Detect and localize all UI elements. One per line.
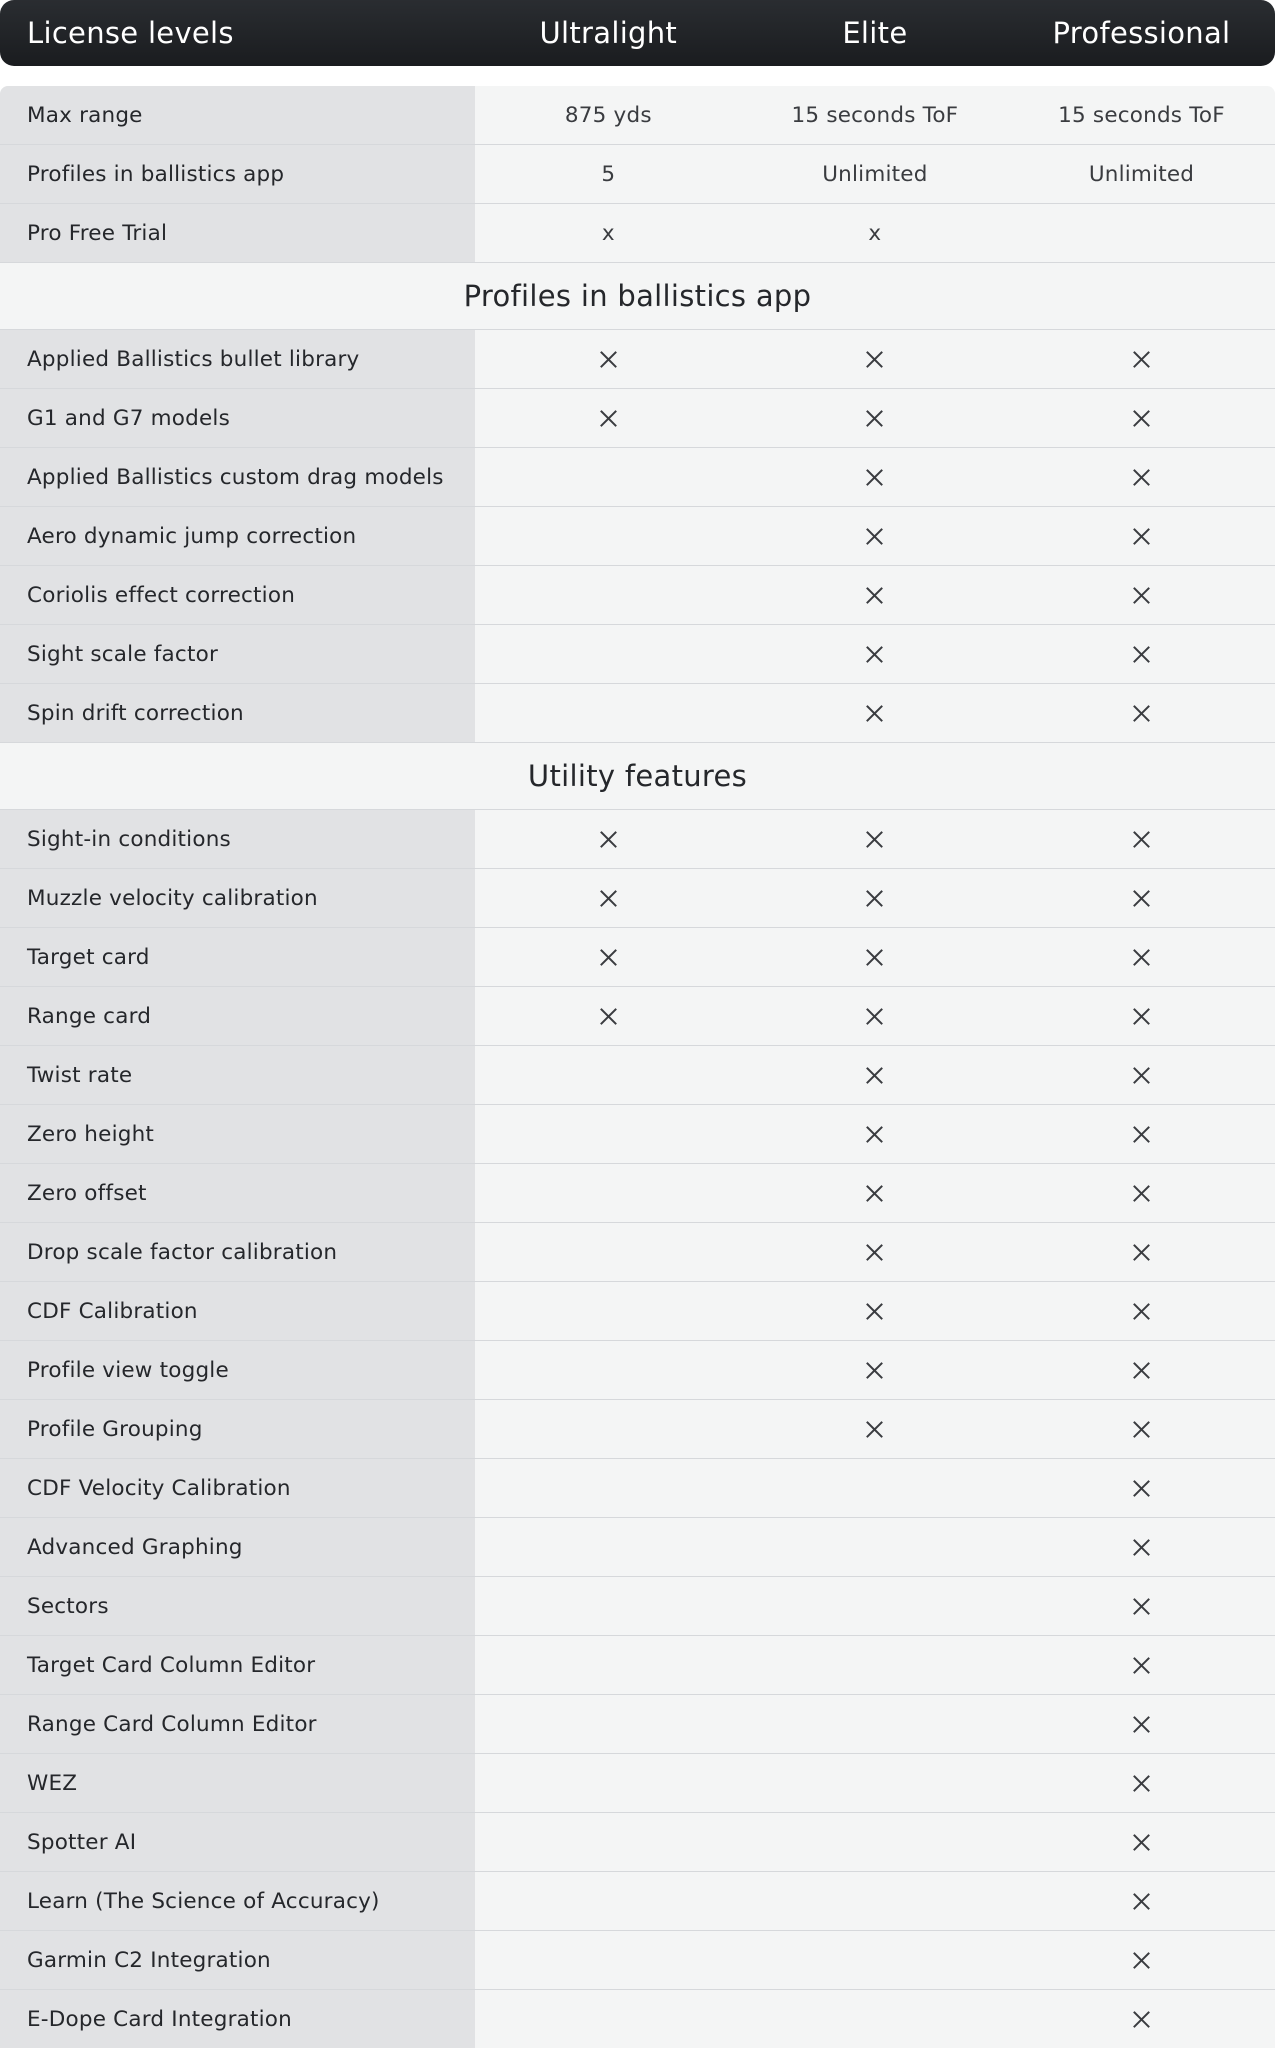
feature-label: Spotter AI (0, 1813, 475, 1871)
cell-professional (1008, 625, 1275, 683)
section-heading: Utility features (0, 743, 1275, 810)
table-row (0, 1400, 1275, 1459)
cell-professional (1008, 448, 1275, 506)
cell-ultralight (475, 1046, 742, 1104)
close-x-icon (1133, 1598, 1150, 1615)
cell-elite (742, 928, 1009, 986)
cell-elite (742, 810, 1009, 868)
close-x-icon (1133, 1657, 1150, 1674)
table-row (0, 869, 1275, 928)
feature-label: Range Card Column Editor (0, 1695, 475, 1753)
cell-elite (742, 1459, 1009, 1517)
close-x-icon (1133, 2011, 1150, 2028)
feature-label: Profile view toggle (0, 1341, 475, 1399)
close-x-icon (1133, 1539, 1150, 1556)
cell-elite (742, 1400, 1009, 1458)
table-row (0, 1813, 1275, 1872)
cell-ultralight: 875 yds (564, 102, 652, 128)
cell-professional (1008, 1518, 1275, 1576)
cell-ultralight (475, 1990, 742, 2048)
cell-professional (1008, 987, 1275, 1045)
feature-label: WEZ (0, 1754, 475, 1812)
cell-ultralight (475, 810, 742, 868)
close-x-icon (1133, 1952, 1150, 1969)
cell-elite (742, 1813, 1009, 1871)
table-row (0, 684, 1275, 743)
close-x-icon (600, 831, 617, 848)
close-x-icon (866, 1362, 883, 1379)
close-x-icon (1133, 469, 1150, 486)
cell-elite: 15 seconds ToF (791, 102, 959, 128)
cell-professional (1008, 810, 1275, 868)
cell-professional (1008, 389, 1275, 447)
cell-elite (742, 1636, 1009, 1694)
close-x-icon (1133, 705, 1150, 722)
cell-ultralight (475, 1754, 742, 1812)
close-x-icon (1133, 1775, 1150, 1792)
table-row (0, 1341, 1275, 1400)
table-row (0, 1105, 1275, 1164)
cell-ultralight (475, 1223, 742, 1281)
cell-ultralight (475, 625, 742, 683)
feature-label: CDF Calibration (0, 1282, 475, 1340)
feature-label: CDF Velocity Calibration (0, 1459, 475, 1517)
cell-elite (742, 1577, 1009, 1635)
close-x-icon (1133, 831, 1150, 848)
cell-ultralight (475, 1636, 742, 1694)
cell-professional (1008, 1164, 1275, 1222)
table-row (0, 389, 1275, 448)
feature-label: Coriolis effect correction (0, 566, 475, 624)
cell-elite (742, 1341, 1009, 1399)
close-x-icon (1133, 1185, 1150, 1202)
cell-elite (742, 448, 1009, 506)
table-row (0, 1872, 1275, 1931)
close-x-icon (866, 469, 883, 486)
cell-ultralight (475, 1577, 742, 1635)
close-x-icon (866, 1185, 883, 1202)
feature-label: Aero dynamic jump correction (0, 507, 475, 565)
close-x-icon (1133, 1244, 1150, 1261)
table-row (0, 1459, 1275, 1518)
close-x-icon (1133, 351, 1150, 368)
cell-professional (1008, 1636, 1275, 1694)
cell-elite (742, 1105, 1009, 1163)
cell-ultralight (475, 1164, 742, 1222)
cell-elite (742, 1518, 1009, 1576)
close-x-icon (1133, 1834, 1150, 1851)
cell-professional (1008, 1695, 1275, 1753)
license-levels-header (0, 0, 1275, 66)
table-row (0, 507, 1275, 566)
cell-elite (742, 869, 1009, 927)
cell-professional (1008, 1990, 1275, 2048)
close-x-icon (866, 1067, 883, 1084)
tier-professional: Professional (1052, 16, 1231, 50)
cell-elite (742, 1223, 1009, 1281)
table-row (0, 1754, 1275, 1813)
close-x-icon (1133, 410, 1150, 427)
cell-elite (742, 330, 1009, 388)
cell-ultralight: 5 (601, 161, 616, 187)
table-row (0, 1990, 1275, 2048)
cell-ultralight (475, 389, 742, 447)
cell-elite (742, 1754, 1009, 1812)
cell-elite (742, 1695, 1009, 1753)
close-x-icon (1133, 587, 1150, 604)
cell-elite (742, 987, 1009, 1045)
feature-label: Applied Ballistics custom drag models (0, 448, 475, 506)
close-x-icon (600, 410, 617, 427)
close-x-icon (1133, 890, 1150, 907)
table-row (0, 987, 1275, 1046)
close-x-icon (866, 1008, 883, 1025)
close-x-icon (866, 351, 883, 368)
cell-professional (1008, 1341, 1275, 1399)
cell-ultralight (475, 507, 742, 565)
close-x-icon (600, 949, 617, 966)
cell-professional (1008, 684, 1275, 742)
table-row (0, 1223, 1275, 1282)
cell-elite: Unlimited (822, 161, 928, 187)
feature-label: G1 and G7 models (0, 389, 475, 447)
cell-elite: x (868, 220, 882, 246)
cell-professional (1008, 330, 1275, 388)
table-row (0, 448, 1275, 507)
close-x-icon (1133, 949, 1150, 966)
close-x-icon (866, 528, 883, 545)
cell-professional (1008, 869, 1275, 927)
table-row (0, 810, 1275, 869)
close-x-icon (866, 1244, 883, 1261)
cell-ultralight (475, 1931, 742, 1989)
cell-professional (1008, 1223, 1275, 1281)
cell-elite (742, 1931, 1009, 1989)
close-x-icon (1133, 528, 1150, 545)
cell-professional: Unlimited (1088, 161, 1195, 187)
cell-professional (1008, 566, 1275, 624)
cell-elite (742, 507, 1009, 565)
tier-ultralight: Ultralight (539, 16, 678, 50)
cell-elite (742, 1990, 1009, 2048)
cell-professional (1008, 204, 1275, 262)
tier-elite: Elite (842, 16, 908, 50)
table-row (0, 1164, 1275, 1223)
feature-label: Advanced Graphing (0, 1518, 475, 1576)
close-x-icon (600, 351, 617, 368)
cell-elite (742, 566, 1009, 624)
cell-ultralight (475, 1518, 742, 1576)
table-row (0, 566, 1275, 625)
cell-professional (1008, 1459, 1275, 1517)
close-x-icon (866, 646, 883, 663)
cell-professional (1008, 1813, 1275, 1871)
close-x-icon (600, 890, 617, 907)
feature-label: Zero height (0, 1105, 475, 1163)
feature-label: Pro Free Trial (0, 204, 475, 262)
close-x-icon (866, 949, 883, 966)
cell-ultralight (475, 1872, 742, 1930)
cell-elite (742, 684, 1009, 742)
section-heading: Profiles in ballistics app (0, 263, 1275, 330)
feature-label: Profiles in ballistics app (0, 145, 475, 203)
close-x-icon (1133, 1480, 1150, 1497)
cell-professional (1008, 1931, 1275, 1989)
close-x-icon (866, 587, 883, 604)
feature-label: Zero offset (0, 1164, 475, 1222)
close-x-icon (866, 890, 883, 907)
close-x-icon (1133, 1362, 1150, 1379)
close-x-icon (866, 1303, 883, 1320)
feature-label: Spin drift correction (0, 684, 475, 742)
feature-label: E-Dope Card Integration (0, 1990, 475, 2048)
cell-ultralight (475, 1400, 742, 1458)
feature-label: Sight scale factor (0, 625, 475, 683)
table-row (0, 330, 1275, 389)
table-row (0, 1577, 1275, 1636)
cell-ultralight (475, 330, 742, 388)
cell-professional (1008, 1872, 1275, 1930)
table-row (0, 625, 1275, 684)
cell-elite (742, 1282, 1009, 1340)
cell-professional (1008, 1105, 1275, 1163)
table-row (0, 1695, 1275, 1754)
feature-label: Twist rate (0, 1046, 475, 1104)
cell-ultralight (475, 1105, 742, 1163)
table-row (0, 928, 1275, 987)
feature-label: Profile Grouping (0, 1400, 475, 1458)
cell-elite (742, 1164, 1009, 1222)
cell-ultralight (475, 869, 742, 927)
close-x-icon (1133, 1067, 1150, 1084)
feature-label: Target Card Column Editor (0, 1636, 475, 1694)
feature-label: Sectors (0, 1577, 475, 1635)
table-row (0, 1518, 1275, 1577)
cell-ultralight (475, 448, 742, 506)
cell-professional (1008, 1282, 1275, 1340)
cell-professional (1008, 1046, 1275, 1104)
cell-elite (742, 1046, 1009, 1104)
feature-label: Max range (0, 86, 475, 144)
cell-ultralight (475, 566, 742, 624)
cell-elite (742, 625, 1009, 683)
close-x-icon (1133, 1893, 1150, 1910)
cell-ultralight (475, 928, 742, 986)
cell-elite (742, 1872, 1009, 1930)
header-title: License levels (27, 16, 234, 50)
cell-ultralight (475, 1341, 742, 1399)
table-row (0, 86, 1275, 145)
cell-professional (1008, 1754, 1275, 1812)
close-x-icon (1133, 1008, 1150, 1025)
feature-label: Drop scale factor calibration (0, 1223, 475, 1281)
close-x-icon (866, 831, 883, 848)
close-x-icon (1133, 1126, 1150, 1143)
close-x-icon (1133, 646, 1150, 663)
close-x-icon (1133, 1421, 1150, 1438)
cell-professional (1008, 1400, 1275, 1458)
table-row (0, 1931, 1275, 1990)
feature-label: Applied Ballistics bullet library (0, 330, 475, 388)
table-row (0, 1046, 1275, 1105)
close-x-icon (866, 705, 883, 722)
feature-label: Target card (0, 928, 475, 986)
feature-label: Sight-in conditions (0, 810, 475, 868)
feature-label: Muzzle velocity calibration (0, 869, 475, 927)
cell-ultralight (475, 1282, 742, 1340)
table-row (0, 1636, 1275, 1695)
cell-ultralight (475, 1813, 742, 1871)
cell-professional (1008, 507, 1275, 565)
close-x-icon (866, 1126, 883, 1143)
feature-label: Learn (The Science of Accuracy) (0, 1872, 475, 1930)
close-x-icon (866, 1421, 883, 1438)
cell-ultralight (475, 1459, 742, 1517)
feature-comparison-table (0, 86, 1275, 2048)
cell-professional (1008, 1577, 1275, 1635)
close-x-icon (1133, 1716, 1150, 1733)
cell-ultralight: x (601, 220, 615, 246)
cell-ultralight (475, 1695, 742, 1753)
cell-elite (742, 389, 1009, 447)
table-row (0, 204, 1275, 263)
close-x-icon (866, 410, 883, 427)
close-x-icon (600, 1008, 617, 1025)
cell-professional (1008, 928, 1275, 986)
table-row (0, 1282, 1275, 1341)
cell-ultralight (475, 684, 742, 742)
close-x-icon (1133, 1303, 1150, 1320)
cell-ultralight (475, 987, 742, 1045)
feature-label: Range card (0, 987, 475, 1045)
feature-label: Garmin C2 Integration (0, 1931, 475, 1989)
cell-professional: 15 seconds ToF (1058, 102, 1225, 128)
table-row (0, 145, 1275, 204)
